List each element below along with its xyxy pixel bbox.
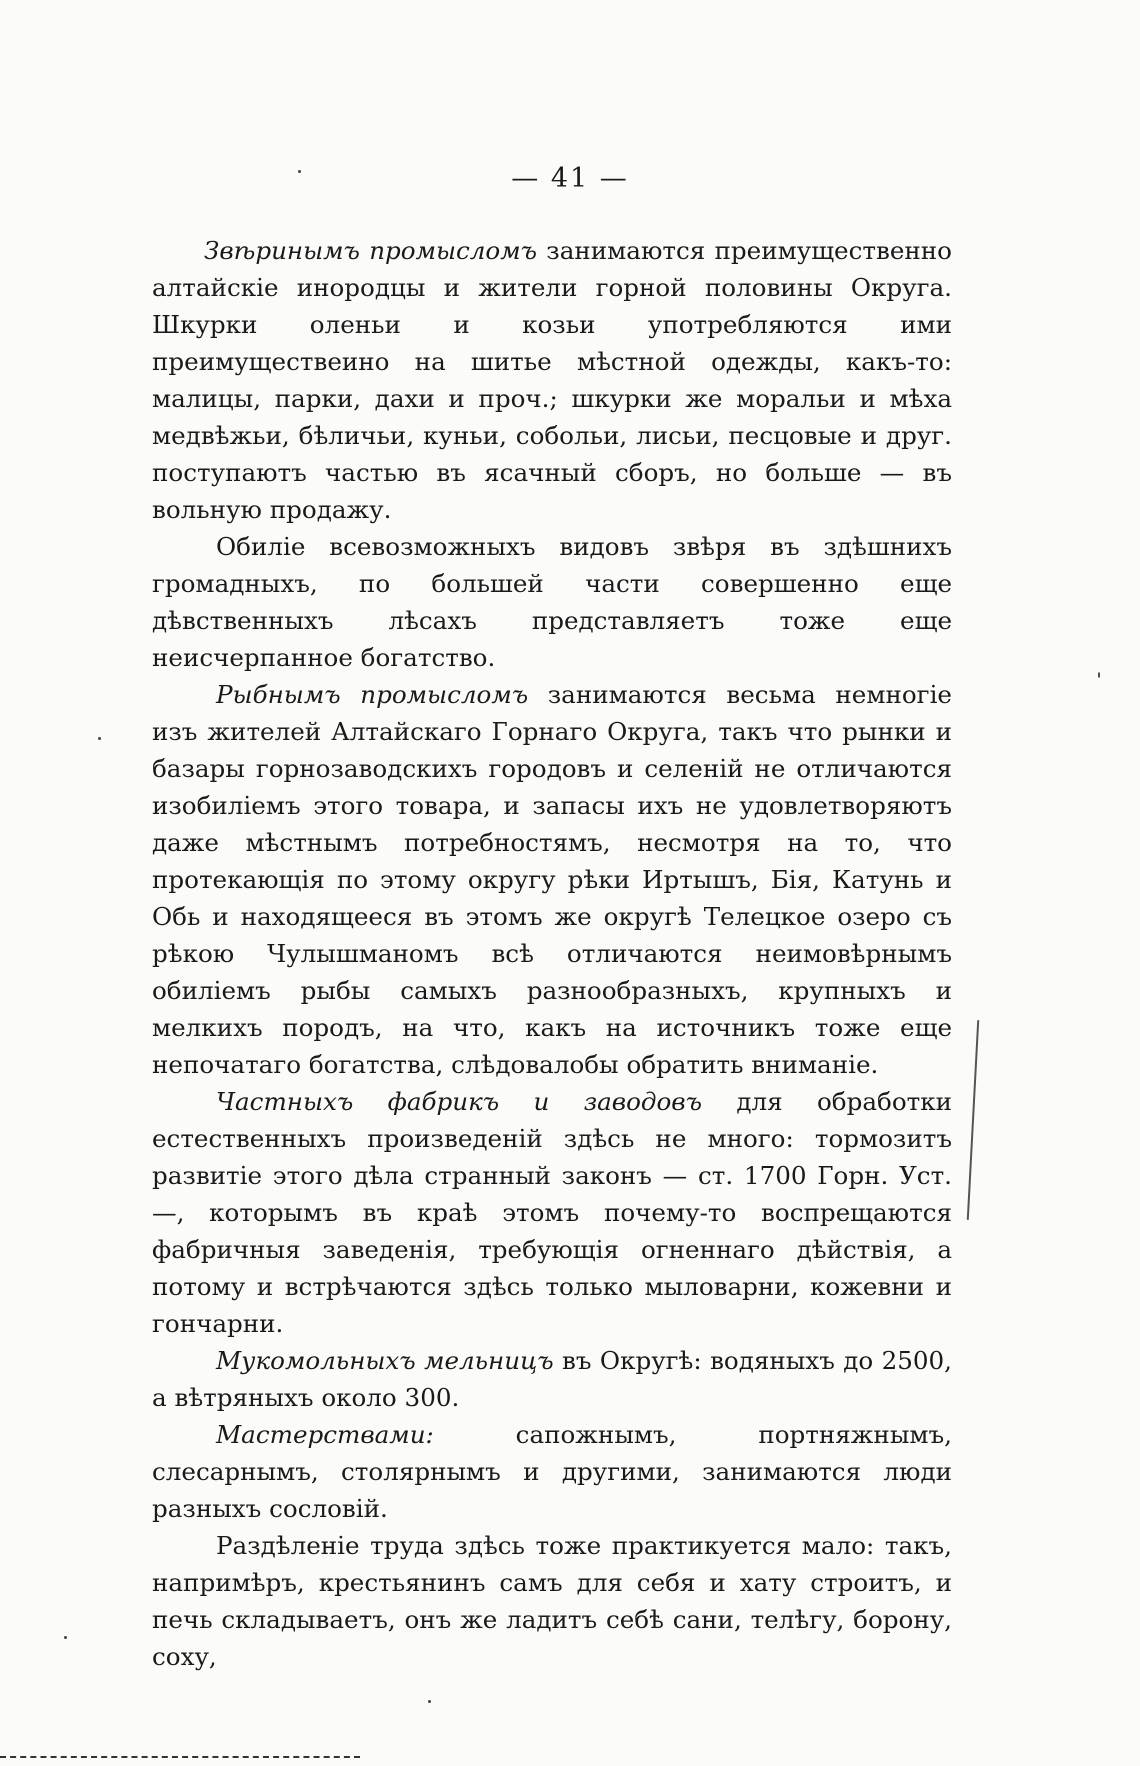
italic-term: Рыбнымъ промысломъ (216, 680, 529, 709)
paragraph-text: Обиліе всевозможныхъ видовъ звѣря въ здѣшнихъ громадныхъ, по большей части совершенно еще дѣвственныхъ лѣсахъ представляетъ тоже еще неисчерпанное богатство. (152, 532, 952, 672)
scan-speck (1098, 672, 1100, 678)
scan-speck (64, 1636, 67, 1639)
paragraph-text: сапожнымъ, портняжнымъ, слесарнымъ, столярнымъ и другими, занимаются люди разныхъ сословій. (152, 1420, 952, 1523)
paragraph-text: занимаются преимущественно алтайскіе инородцы и жители горной половины Округа. Шкурки оленьи и козьи употребляются ими преимуществеино на шитье мѣстной одежды, какъ-то: малицы, парки, дахи и проч.; шкурки же моральи и мѣха медвѣжьи, бѣличьи, куньи, собольи, лисьи, песцовые и друг. поступаютъ частью въ ясачный сборъ, но больше — въ вольную продажу. (152, 236, 952, 524)
scan-edge-strip (0, 1756, 360, 1762)
paragraph-game-abundance (152, 528, 952, 676)
paragraph-text: Раздѣленіе труда здѣсь тоже практикуется мало: такъ, напримѣръ, крестьянинъ самъ для себя и хату строитъ, и печь складываетъ, онъ же ладитъ себѣ сани, телѣгу, борону, соху, (152, 1531, 952, 1671)
paragraph-mills (152, 1342, 952, 1416)
paragraph-fishing (152, 676, 952, 1083)
italic-term: Мукомольныхъ мельницъ (216, 1346, 554, 1375)
italic-term: Звѣринымъ промысломъ (204, 236, 538, 265)
italic-term: Мастерствами: (216, 1420, 434, 1449)
page-number: — 41 — (511, 163, 629, 194)
italic-term: Частныхъ фабрикъ и заводовъ (216, 1087, 703, 1116)
margin-pencil-line (967, 1020, 979, 1220)
paragraph-text: занимаются весьма немногіе изъ жителей Алтайскаго Горнаго Округа, такъ что рынки и базары горнозаводскихъ городовъ и селеній не отличаются изобиліемъ этого товара, и запасы ихъ не удовлетворяютъ даже мѣстнымъ потребностямъ, несмотря на то, что протекающія по этому округу рѣки Иртышъ, Бія, Катунь и Обь и находящееся въ этомъ же округѣ Телецкое озеро съ рѣкою Чулышманомъ всѣ отличаются неимовѣрнымъ обиліемъ рыбы самыхъ разнообразныхъ, крупныхъ и мелкихъ породъ, на что, какъ на источникъ тоже еще непочатаго богатства, слѣдовалобы обратить вниманіе. (152, 680, 952, 1079)
paragraph-factories (152, 1083, 952, 1342)
scan-speck (98, 737, 101, 740)
scan-speck (428, 1700, 431, 1703)
paragraph-division-of-labour (152, 1527, 952, 1675)
scan-speck (298, 170, 301, 173)
body-text (152, 232, 952, 1675)
paragraph-hunting (152, 232, 952, 528)
paragraph-text: въ Округѣ: водяныхъ до 2500, а вѣтряныхъ около 300. (152, 1346, 952, 1412)
paragraph-crafts (152, 1416, 952, 1527)
paragraph-text: для обработки естественныхъ произведеній здѣсь не много: тормозитъ развитіе этого дѣла странный законъ — ст. 1700 Горн. Уст. —, которымъ въ краѣ этомъ почему-то воспрещаются фабричныя заведенія, требующія огненнаго дѣйствія, а потому и встрѣчаются здѣсь только мыловарни, кожевни и гончарни. (152, 1087, 953, 1338)
